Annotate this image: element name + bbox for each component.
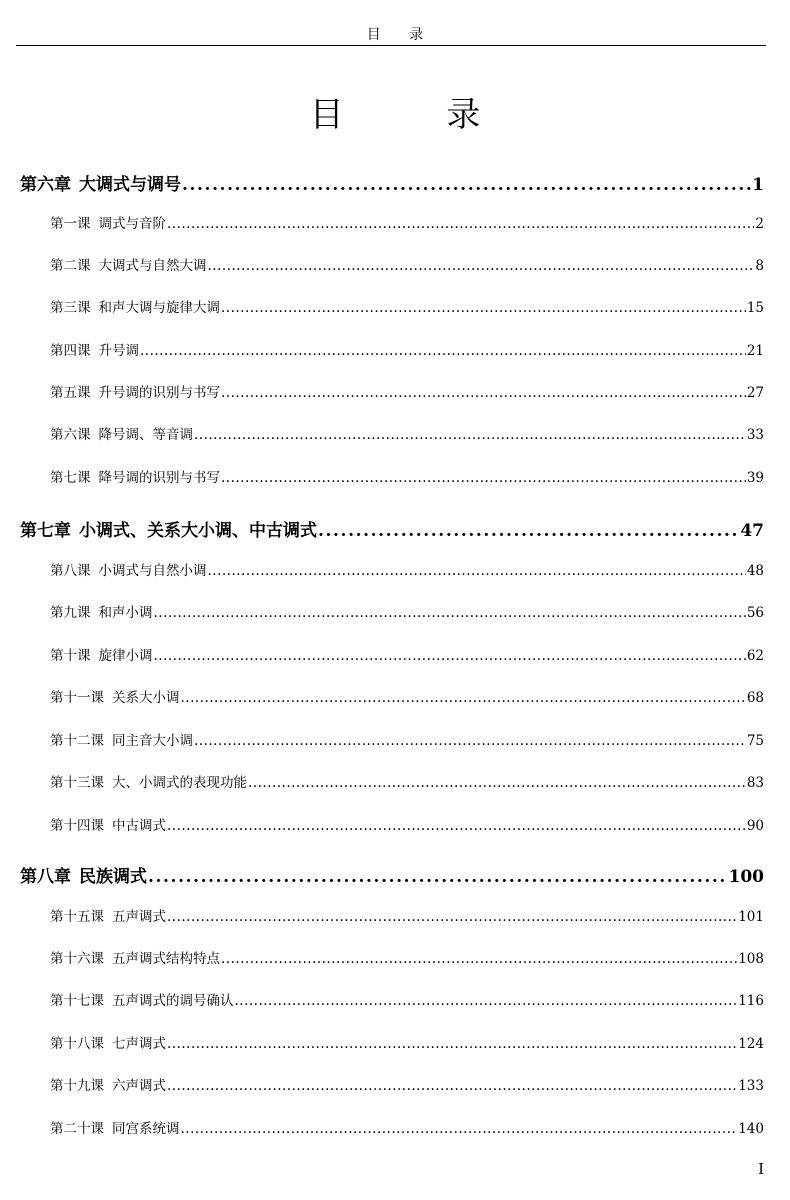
- dot-leader: [182, 175, 751, 195]
- dot-leader: [221, 300, 746, 316]
- dot-leader: [208, 258, 755, 274]
- toc-lesson-20[interactable]: [50, 1117, 764, 1137]
- dot-leader: [235, 993, 738, 1009]
- chapter-page: 47: [740, 521, 764, 541]
- dot-leader: [208, 563, 746, 579]
- toc-chapter-7[interactable]: [20, 516, 764, 541]
- toc-lesson-4[interactable]: [50, 339, 764, 359]
- page-folio: I: [758, 1160, 764, 1178]
- toc-chapter-8[interactable]: [20, 862, 764, 887]
- lesson-title: 大调式与自然大调: [98, 258, 207, 274]
- lesson-page: 124: [738, 1036, 764, 1052]
- chapter-number: 第八章: [20, 867, 71, 887]
- lesson-number: 第十六课: [50, 951, 104, 967]
- toc-lesson-6[interactable]: [50, 423, 764, 443]
- dot-leader: [167, 909, 737, 925]
- lesson-number: 第十一课: [50, 690, 104, 706]
- lesson-page: 83: [746, 775, 764, 791]
- dot-leader: [318, 521, 739, 541]
- toc-lesson-14[interactable]: [50, 814, 764, 834]
- lesson-page: 21: [746, 343, 764, 359]
- lesson-number: 第十三课: [50, 775, 104, 791]
- toc-lesson-10[interactable]: [50, 644, 764, 664]
- lesson-title: 同主音大小调: [112, 733, 193, 749]
- dot-leader: [148, 867, 728, 887]
- lesson-number: 第四课: [50, 343, 91, 359]
- lesson-number: 第三课: [50, 300, 91, 316]
- lesson-title: 六声调式: [112, 1078, 166, 1094]
- lesson-page: 15: [746, 300, 764, 316]
- lesson-page: 56: [746, 605, 764, 621]
- dot-leader: [181, 1121, 738, 1137]
- lesson-page: 108: [738, 951, 764, 967]
- chapter-title: 民族调式: [79, 867, 147, 887]
- lesson-number: 第五课: [50, 385, 91, 401]
- lesson-number: 第二课: [50, 258, 91, 274]
- toc-lesson-5[interactable]: [50, 381, 764, 401]
- lesson-title: 旋律小调: [98, 648, 153, 664]
- lesson-page: 68: [746, 690, 764, 706]
- toc-chapter-6[interactable]: [20, 170, 764, 195]
- lesson-page: 90: [746, 818, 764, 834]
- dot-leader: [167, 216, 754, 232]
- chapter-number: 第六章: [20, 175, 71, 195]
- lesson-title: 和声大调与旋律大调: [98, 300, 220, 316]
- lesson-title: 五声调式: [112, 909, 166, 925]
- lesson-title: 和声小调: [98, 605, 153, 621]
- toc-lesson-9[interactable]: [50, 601, 764, 621]
- lesson-title: 五声调式的调号确认: [112, 993, 234, 1009]
- dot-leader: [221, 951, 737, 967]
- lesson-title: 五声调式结构特点: [112, 951, 220, 967]
- lesson-page: 133: [738, 1078, 764, 1094]
- lesson-number: 第十五课: [50, 909, 104, 925]
- lesson-title: 调式与音阶: [98, 216, 166, 232]
- dot-leader: [181, 690, 746, 706]
- toc-lesson-2[interactable]: [50, 254, 764, 274]
- lesson-page: 116: [738, 993, 764, 1009]
- lesson-title: 升号调的识别与书写: [98, 385, 220, 401]
- toc-lesson-3[interactable]: [50, 296, 764, 316]
- dot-leader: [167, 818, 746, 834]
- lesson-number: 第八课: [50, 563, 91, 579]
- lesson-title: 降号调、等音调: [98, 427, 193, 443]
- toc-lesson-18[interactable]: [50, 1032, 764, 1052]
- chapter-title: 大调式与调号: [79, 175, 181, 195]
- dot-leader: [221, 385, 746, 401]
- lesson-number: 第十二课: [50, 733, 104, 749]
- lesson-title: 七声调式: [112, 1036, 166, 1052]
- running-header: 目 录: [366, 27, 436, 43]
- lesson-number: 第九课: [50, 605, 91, 621]
- toc-lesson-11[interactable]: [50, 686, 764, 706]
- toc-lesson-8[interactable]: [50, 559, 764, 579]
- chapter-number: 第七章: [20, 521, 71, 541]
- toc-lesson-7[interactable]: [50, 466, 764, 486]
- chapter-page: 100: [728, 867, 764, 887]
- lesson-number: 第二十课: [50, 1121, 104, 1137]
- dot-leader: [154, 648, 746, 664]
- dot-leader: [194, 733, 746, 749]
- lesson-page: 101: [738, 909, 764, 925]
- chapter-page: 1: [752, 175, 764, 195]
- lesson-title: 升号调: [98, 343, 139, 359]
- lesson-number: 第十七课: [50, 993, 104, 1009]
- lesson-number: 第十九课: [50, 1078, 104, 1094]
- lesson-number: 第七课: [50, 470, 91, 486]
- lesson-page: 75: [746, 733, 764, 749]
- dot-leader: [221, 470, 746, 486]
- lesson-page: 27: [746, 385, 764, 401]
- page-title: 目 录: [309, 95, 527, 135]
- toc-lesson-16[interactable]: [50, 947, 764, 967]
- toc-lesson-12[interactable]: [50, 729, 764, 749]
- lesson-title: 中古调式: [112, 818, 166, 834]
- lesson-number: 第十四课: [50, 818, 104, 834]
- chapter-title: 小调式、关系大小调、中古调式: [79, 521, 317, 541]
- dot-leader: [248, 775, 746, 791]
- dot-leader: [167, 1078, 737, 1094]
- lesson-title: 小调式与自然小调: [98, 563, 207, 579]
- dot-leader: [140, 343, 746, 359]
- lesson-title: 关系大小调: [112, 690, 180, 706]
- lesson-title: 大、小调式的表现功能: [112, 775, 247, 791]
- lesson-page: 48: [746, 563, 764, 579]
- lesson-title: 同宫系统调: [112, 1121, 180, 1137]
- lesson-number: 第一课: [50, 216, 91, 232]
- lesson-number: 第十课: [50, 648, 91, 664]
- dot-leader: [167, 1036, 737, 1052]
- lesson-page: 2: [755, 216, 764, 232]
- lesson-page: 39: [746, 470, 764, 486]
- lesson-number: 第十八课: [50, 1036, 104, 1052]
- toc-lesson-1[interactable]: [50, 212, 764, 232]
- lesson-page: 62: [746, 648, 764, 664]
- lesson-title: 降号调的识别与书写: [98, 470, 220, 486]
- lesson-page: 33: [746, 427, 764, 443]
- toc-lesson-17[interactable]: [50, 989, 764, 1009]
- dot-leader: [194, 427, 746, 443]
- toc-lesson-19[interactable]: [50, 1074, 764, 1094]
- lesson-page: 140: [738, 1121, 764, 1137]
- toc-lesson-13[interactable]: [50, 771, 764, 791]
- lesson-page: 8: [755, 258, 764, 274]
- lesson-number: 第六课: [50, 427, 91, 443]
- toc-lesson-15[interactable]: [50, 905, 764, 925]
- dot-leader: [154, 605, 746, 621]
